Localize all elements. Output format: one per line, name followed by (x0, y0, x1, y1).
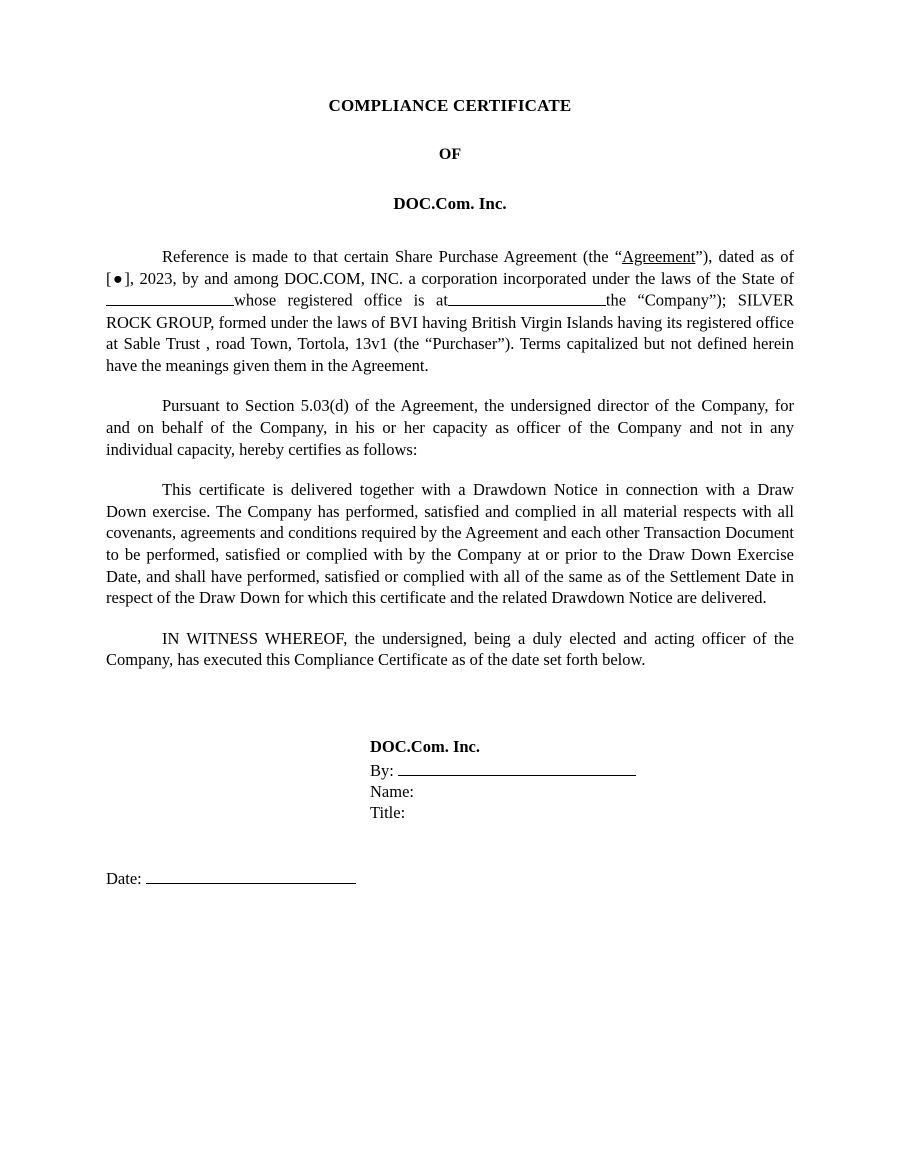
title-of-label: OF (438, 146, 462, 163)
registered-office-blank-field[interactable] (448, 289, 606, 306)
paragraph-certificate-delivery: This certificate is delivered together with a Drawdown Notice in connection with a Draw Down exercise. The Company has performed, satisfied and complied in all material respects with all covenants, agreements and conditions required by the Agreement and each other Transaction Document to be performed, satisfied or complied with by the Company at or prior to the Draw Down Exercise Date, and shall have performed, satisfied or complied with all of the same as of the Settlement Date in respect of the Draw Down for which this certificate and the related Drawdown Notice are delivered. (106, 480, 794, 608)
signature-block (370, 737, 794, 824)
signature-name-row (370, 782, 794, 803)
paragraph-1-part-2: ”), dated as of [●], 2023, by and among DOC.COM, INC. a corporation incorporated under the laws of the State of (106, 247, 794, 288)
signature-by-label: By: (370, 760, 394, 780)
signature-company-name: DOC.Com. Inc. (370, 737, 480, 757)
signature-title-row (370, 803, 794, 824)
agreement-defined-term: Agreement (622, 247, 696, 266)
paragraph-1-part-1: Reference is made to that certain Share Purchase Agreement (the “ (162, 247, 623, 266)
paragraph-pursuant: Pursuant to Section 5.03(d) of the Agreement, the undersigned director of the Company, for and on behalf of the Company, in his or her capacity as officer of the Company and not in any individual capacity, hereby certifies as follows: (106, 396, 794, 459)
signature-by-row (370, 760, 794, 782)
paragraph-1-part-3: whose registered office is at (234, 290, 448, 310)
signature-by-line[interactable] (398, 760, 636, 776)
date-line[interactable] (146, 868, 356, 884)
page-title: COMPLIANCE CERTIFICATE (328, 96, 572, 115)
state-blank-field[interactable] (106, 289, 234, 306)
date-label: Date: (106, 868, 142, 888)
signature-title-label: Title: (370, 802, 406, 822)
paragraph-reference (106, 246, 794, 376)
signature-name-label: Name: (370, 781, 414, 801)
paragraph-1-part-4: the “Company”); SILVER ROCK GROUP, formed under the laws of BVI having British Virgin Islands having its registered office at Sable Trust , road Town, Tortola, 13v1 (the “Purchaser”). Terms capitalized but not defined herein have the meanings given them in the Agreement. (106, 290, 794, 375)
paragraph-witness-whereof: IN WITNESS WHEREOF, the undersigned, being a duly elected and acting officer of the Company, has executed this Compliance Certificate as of the date set forth below. (106, 628, 794, 670)
title-block (106, 96, 794, 214)
date-block (106, 868, 794, 889)
title-company-name: DOC.Com. Inc. (393, 194, 507, 213)
